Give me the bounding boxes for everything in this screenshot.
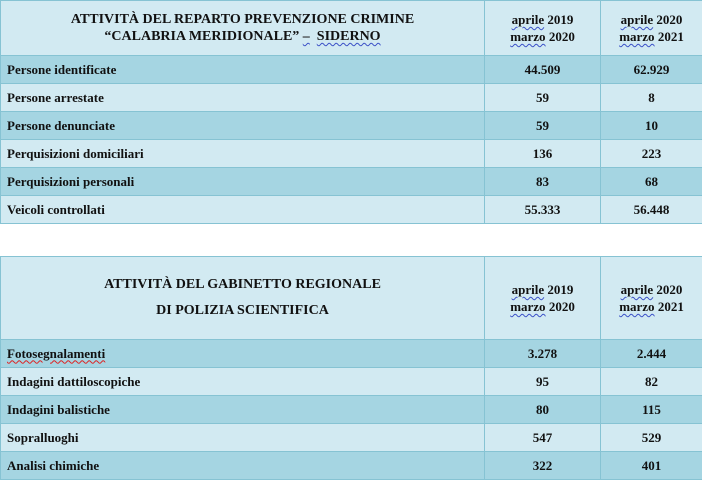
value-period-2: 401 [601,452,702,480]
gabinetto-polizia-scientifica-table [0,256,702,480]
value-period-1: 95 [485,368,601,396]
value-period-1: 59 [485,112,601,140]
table-row [1,340,702,368]
month-end: marzo [510,299,545,314]
column-header-period-2 [601,1,702,56]
month-end: marzo [619,299,654,314]
row-label: Analisi chimiche [1,452,485,480]
table-row [1,56,702,84]
value-period-2: 8 [601,84,702,112]
title-city: SIDERNO [317,29,381,44]
value-period-2: 2.444 [601,340,702,368]
table-row [1,396,702,424]
row-label: Persone arrestate [1,84,485,112]
value-period-1: 136 [485,140,601,168]
row-label: Sopralluoghi [1,424,485,452]
row-label-text: Fotosegnalamenti [7,346,105,361]
year-start: 2019 [547,12,573,27]
value-period-1: 3.278 [485,340,601,368]
title-line-1: ATTIVITÀ DEL GABINETTO REGIONALE [1,272,484,298]
table-header-row [1,257,702,340]
year-start: 2019 [547,282,573,297]
value-period-2: 115 [601,396,702,424]
year-start: 2020 [656,12,682,27]
year-end: 2020 [549,299,575,314]
year-end: 2021 [658,29,684,44]
row-label: Perquisizioni personali [1,168,485,196]
table-row [1,168,702,196]
value-period-2: 10 [601,112,702,140]
value-period-1: 59 [485,84,601,112]
value-period-2: 529 [601,424,702,452]
table-row [1,140,702,168]
value-period-1: 83 [485,168,601,196]
title-line-2: DI POLIZIA SCIENTIFICA [1,298,484,324]
value-period-2: 62.929 [601,56,702,84]
year-start: 2020 [656,282,682,297]
value-period-2: 82 [601,368,702,396]
row-label [1,340,485,368]
table-row [1,112,702,140]
value-period-2: 56.448 [601,196,702,224]
row-label: Persone denunciate [1,112,485,140]
value-period-1: 80 [485,396,601,424]
column-header-period-1 [485,257,601,340]
value-period-1: 55.333 [485,196,601,224]
value-period-2: 68 [601,168,702,196]
value-period-1: 547 [485,424,601,452]
column-header-period-1 [485,1,601,56]
row-label: Perquisizioni domiciliari [1,140,485,168]
reparto-prevenzione-crimine-table [0,0,702,224]
value-period-1: 322 [485,452,601,480]
year-end: 2020 [549,29,575,44]
table-row [1,368,702,396]
table-title [1,257,485,340]
month-end: marzo [619,29,654,44]
table-row [1,452,702,480]
table-row [1,84,702,112]
title-line-2 [1,28,484,45]
month-end: marzo [510,29,545,44]
column-header-period-2 [601,257,702,340]
row-label: Veicoli controllati [1,196,485,224]
title-location: “CALABRIA MERIDIONALE” [104,29,302,44]
month-start: aprile [512,12,545,27]
table-header-row [1,1,702,56]
table-row [1,424,702,452]
table-title [1,1,485,56]
value-period-1: 44.509 [485,56,601,84]
table-row [1,196,702,224]
month-start: aprile [621,12,654,27]
year-end: 2021 [658,299,684,314]
month-start: aprile [621,282,654,297]
title-line-1: ATTIVITÀ DEL REPARTO PREVENZIONE CRIMINE [1,11,484,28]
row-label: Indagini balistiche [1,396,485,424]
title-dash: – [303,29,310,44]
month-start: aprile [512,282,545,297]
row-label: Persone identificate [1,56,485,84]
value-period-2: 223 [601,140,702,168]
row-label: Indagini dattiloscopiche [1,368,485,396]
